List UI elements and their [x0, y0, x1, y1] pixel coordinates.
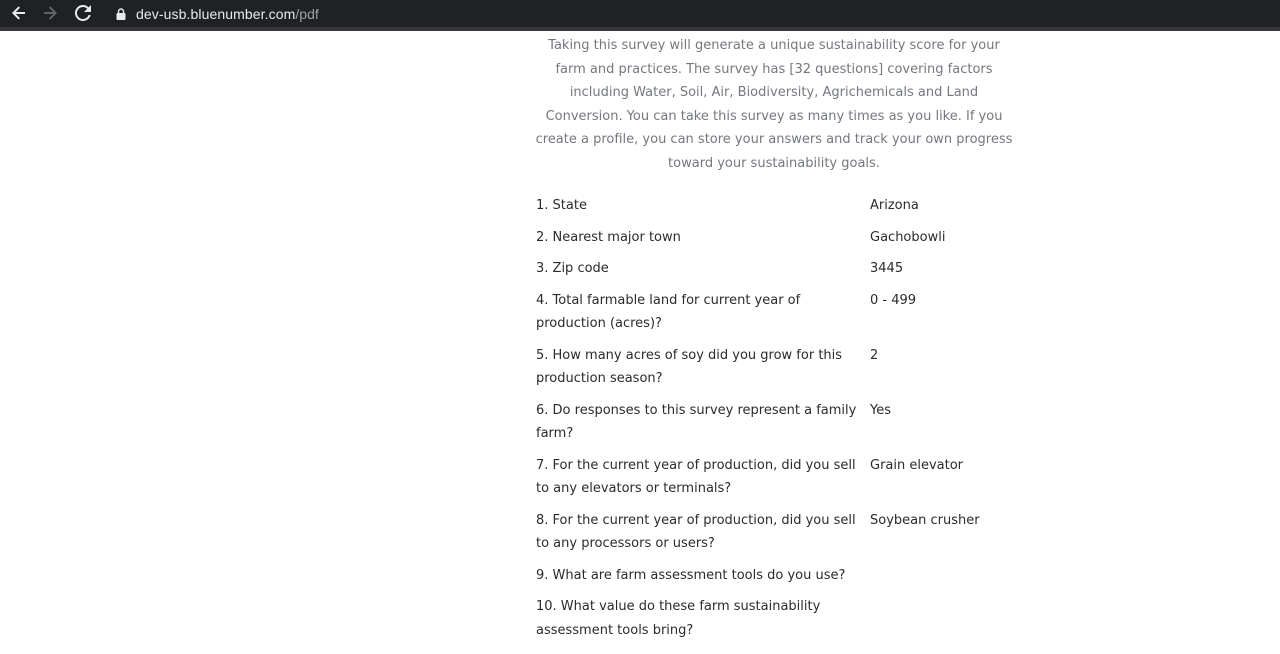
table-row: [533, 286, 1015, 341]
answer-value: Gachobowli: [870, 229, 946, 245]
table-row: [533, 223, 1015, 255]
table-row: [533, 396, 1015, 451]
table-row: [533, 592, 1015, 647]
question-label: 7. For the current year of production, did you sell to any elevators or terminals?: [536, 457, 856, 496]
question-label: 2. Nearest major town: [536, 229, 681, 245]
answer-value: 3445: [870, 261, 904, 276]
answer-value: Arizona: [870, 198, 919, 213]
question-label: 3. Zip code: [536, 261, 609, 276]
answer-value: 0 - 499: [870, 292, 917, 308]
table-row: [533, 561, 1015, 593]
answer-value: [868, 561, 1015, 593]
survey-content: [533, 31, 1015, 647]
table-row: [533, 506, 1015, 561]
back-arrow-icon[interactable]: [9, 3, 29, 23]
table-row: [533, 254, 1015, 286]
reload-icon[interactable]: [73, 3, 93, 23]
answer-value: 2: [870, 347, 879, 363]
question-label: 9. What are farm assessment tools do you use?: [536, 567, 846, 583]
lock-icon: [116, 8, 126, 20]
question-label: 8. For the current year of production, did you sell to any processors or users?: [536, 512, 856, 551]
question-label: 6. Do responses to this survey represent a family farm?: [536, 402, 857, 441]
survey-intro: Taking this survey will generate a unique sustainability score for your farm and practices. The survey has [32 questions] covering factors including Water, Soil, Air, Biodiversity, Agrichemicals and Land Conversion. You can take this survey as many times as you like. If you create a profile, you can store your answers and track your own progress toward your sustainability goals.: [535, 38, 1013, 171]
survey-answers-table: [533, 191, 1015, 647]
question-label: 4. Total farmable land for current year of production (acres)?: [536, 292, 801, 331]
url-host: dev-usb.bluenumber.com: [136, 5, 296, 22]
answer-value: Grain elevator: [870, 457, 964, 473]
question-label: 1. State: [536, 198, 587, 213]
question-label: 10. What value do these farm sustainability assessment tools bring?: [536, 599, 821, 638]
table-row: [533, 341, 1015, 396]
question-label: 5. How many acres of soy did you grow for this production season?: [536, 347, 843, 386]
url-path: /pdf: [295, 5, 319, 22]
address-bar[interactable]: [104, 0, 1280, 27]
forward-arrow-icon[interactable]: [40, 3, 60, 23]
answer-value: Yes: [870, 402, 891, 418]
browser-toolbar: [0, 0, 1280, 27]
answer-value: Soybean crusher: [870, 512, 980, 528]
table-row: [533, 451, 1015, 506]
table-row: [533, 191, 1015, 223]
answer-value: [868, 592, 1015, 647]
